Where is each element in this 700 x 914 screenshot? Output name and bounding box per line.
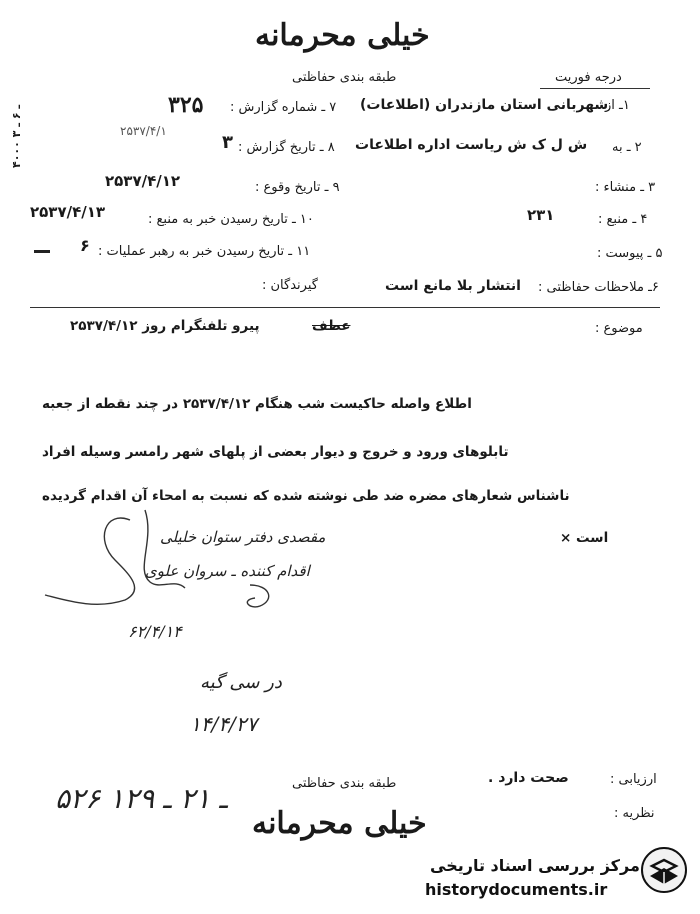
body-line: است × xyxy=(560,530,609,546)
opinion-label: نظریه : xyxy=(614,806,655,821)
news-to-source-value: ۲۵۳۷/۴/۱۳ xyxy=(30,203,106,221)
security-class-label-bottom: طبقه بندی حفاظتی xyxy=(292,776,397,791)
handwritten-date: ۶۲/۴/۱۴ xyxy=(128,622,182,641)
to-label: ۲ ـ به xyxy=(612,140,642,155)
handwritten-note: مقصدی دفتر ستوان خلیلی xyxy=(160,528,326,546)
subject-struck: عطف xyxy=(312,318,351,334)
attachment-label: ۵ ـ پیوست : xyxy=(597,246,663,261)
body-line: تابلوهای ورود و خروج و دیوار بعضی از پلهای شهر رامسر وسیله افراد xyxy=(42,444,509,460)
handwritten-signature: در سی گیه xyxy=(200,672,282,693)
archive-code: ۵۲۶ ـ ۲۱ ـ ۱۲۹ xyxy=(55,782,228,815)
recipients-label: گیرندگان : xyxy=(262,278,318,293)
origin-label: ۳ ـ منشاء : xyxy=(595,180,656,195)
security-class-label-top: طبقه بندی حفاظتی xyxy=(292,70,397,85)
occurrence-date-label: ۹ ـ تاریخ وقوع : xyxy=(255,180,340,195)
occurrence-date-value: ۲۵۳۷/۴/۱۲ xyxy=(105,172,181,190)
evaluation-label: ارزیابی : xyxy=(610,772,657,787)
watermark-name: مرکز بررسی اسناد تاریخی xyxy=(430,856,640,875)
book-logo-icon xyxy=(640,846,688,894)
subject-label: موضوع : xyxy=(595,321,643,336)
news-to-source-label: ۱۰ ـ تاریخ رسیدن خبر به منبع : xyxy=(148,212,314,227)
watermark-url: historydocuments.ir xyxy=(425,880,608,899)
evaluation-value: صحت دارد . xyxy=(488,770,569,786)
report-date-stamp: ۲۵۳۷/۴/۱ xyxy=(120,124,167,138)
from-label: ۱ـ از xyxy=(605,98,630,113)
source-label: ۴ ـ منبع : xyxy=(598,212,648,227)
report-no-label: ۷ ـ شماره گزارش : xyxy=(230,100,337,115)
to-value: ش ل ک ش ریاست اداره اطلاعات xyxy=(355,137,588,153)
security-notes-value: انتشار بلا مانع است xyxy=(385,278,521,294)
classification-banner-top: خیلی محرمانه xyxy=(255,18,430,53)
dash-mark xyxy=(34,250,50,253)
report-no-value: ۳۲۵ xyxy=(168,92,204,118)
divider xyxy=(540,88,650,89)
urgency-label: درجه فوریت xyxy=(555,70,622,85)
handwritten-note: اقدام کننده ـ سروان علوی xyxy=(145,562,310,580)
from-value: شهربانی استان مازندران (اطلاعات) xyxy=(360,97,609,113)
report-date-label: ۸ ـ تاریخ گزارش : xyxy=(238,140,335,155)
report-date-value: ۳ xyxy=(222,132,233,153)
security-notes-label: ۶ـ ملاحظات حفاظتی : xyxy=(538,280,659,295)
source-value: ۲۳۱ xyxy=(527,206,555,224)
news-to-leader-label: ۱۱ ـ تاریخ رسیدن خبر به رهبر عملیات : xyxy=(98,244,311,259)
news-to-leader-value: ۶ xyxy=(80,236,90,255)
side-annotation: ۴۰۰۰ ـ ۶ ـ ۳ xyxy=(10,104,23,168)
body-line: اطلاع واصله حاکیست شب هنگام ۲۵۳۷/۴/۱۲ در چند نقطه از جعبه xyxy=(42,396,472,412)
body-line: ناشناس شعارهای مضره ضد طی نوشته شده که نسبت به امحاء آن اقدام گردیده xyxy=(42,488,570,504)
classification-banner-bottom: خیلی محرمانه xyxy=(252,806,427,841)
handwritten-scribble xyxy=(35,500,295,640)
subject-value: پیرو تلفنگرام روز ۲۵۳۷/۴/۱۲ xyxy=(70,318,260,334)
handwritten-date: ۱۴/۴/۲۷ xyxy=(190,712,258,736)
divider xyxy=(30,307,660,308)
